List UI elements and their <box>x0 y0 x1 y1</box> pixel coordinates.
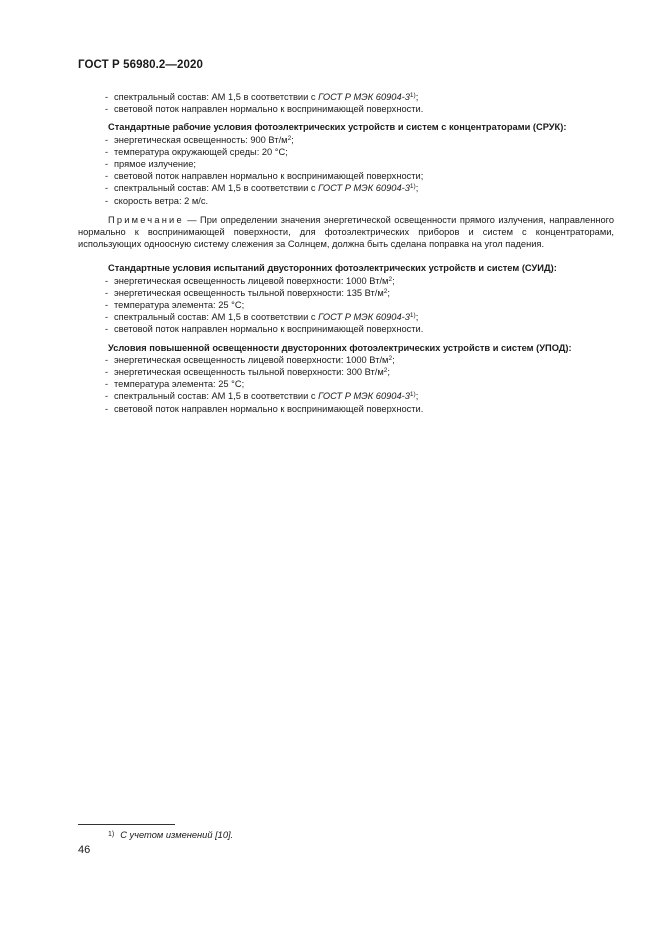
footnote-reference: 1) <box>409 391 416 399</box>
note-label: Примечание <box>108 214 184 225</box>
footnote-reference: 1) <box>409 92 416 99</box>
item-text: энергетическая освещенность: 900 Вт/м <box>114 134 288 145</box>
list-dash: - <box>105 171 109 182</box>
list-dash: - <box>105 367 109 378</box>
list-dash: - <box>105 195 109 206</box>
item-text: световой поток направлен нормально к воспринимающей поверхности. <box>114 104 424 115</box>
item-text: прямое излучение; <box>114 159 196 170</box>
footnote-mark: 1) <box>108 831 115 838</box>
footnote <box>108 829 233 841</box>
footnote-reference: 1) <box>409 312 416 320</box>
standard-reference: ГОСТ Р МЭК 60904-3 <box>318 92 410 102</box>
section-heading-upod: Условия повышенной освещенности двусторонних фотоэлектрических устройств и систем (УПОД): <box>108 342 572 353</box>
item-text-end: ; <box>392 354 395 365</box>
item-text: температура окружающей среды: 20 °С; <box>114 146 288 157</box>
list-dash: - <box>105 275 109 286</box>
item-text-end: ; <box>387 367 390 378</box>
item-text-end: ; <box>415 183 419 194</box>
list-item <box>78 403 614 415</box>
footnote-reference: 1) <box>409 183 416 191</box>
item-text-end: ; <box>392 275 395 286</box>
list-dash: - <box>105 287 109 298</box>
list-dash: - <box>105 92 109 102</box>
list-item <box>78 366 614 378</box>
superscript: 2 <box>388 275 393 283</box>
list-dash: - <box>105 391 109 402</box>
list-dash: - <box>105 146 109 157</box>
item-text-end: ; <box>415 92 419 102</box>
list-item <box>78 182 614 194</box>
item-text: спектральный состав: АМ 1,5 в соответствии с <box>114 312 319 323</box>
note-paragraph <box>78 214 614 251</box>
footnote-divider <box>78 824 175 825</box>
item-text: скорость ветра: 2 м/с. <box>114 195 209 206</box>
list-dash: - <box>105 300 109 311</box>
list-item <box>78 103 614 115</box>
list-dash: - <box>105 104 109 115</box>
section-heading-sruk: Стандартные рабочие условия фотоэлектрических устройств и систем с концентраторами (СРУК): <box>108 122 567 133</box>
item-text-end: ; <box>415 391 419 402</box>
page-content <box>78 91 614 415</box>
list-dash: - <box>105 159 109 170</box>
list-item <box>78 287 614 299</box>
item-text: световой поток направлен нормально к воспринимающей поверхности. <box>114 403 424 414</box>
list-item <box>78 146 614 158</box>
list-item <box>78 195 614 207</box>
item-text: световой поток направлен нормально к воспринимающей поверхности. <box>114 324 424 335</box>
section-heading-suid: Стандартные условия испытаний двусторонних фотоэлектрических устройств и систем (СУИД): <box>108 263 557 274</box>
document-header: ГОСТ Р 56980.2—2020 <box>78 59 203 71</box>
superscript: 2 <box>383 367 388 375</box>
list-item <box>78 91 614 103</box>
list-item <box>78 158 614 170</box>
standard-reference: ГОСТ Р МЭК 60904-3 <box>318 391 410 402</box>
item-text: температура элемента: 25 °С; <box>114 300 245 311</box>
item-text: спектральный состав: АМ 1,5 в соответствии с <box>114 183 319 194</box>
list-dash: - <box>105 324 109 335</box>
list-dash: - <box>105 183 109 194</box>
note-text: — При определении значения энергетической освещенности прямого излучения, направленного нормально к воспринимающей поверхности, для фотоэлектрических приборов и систем с концентраторами, использующих одноосную систему слежения за Солнцем, должна быть сделана поправка на угол падения. <box>78 214 614 250</box>
list-item <box>78 134 614 146</box>
superscript: 2 <box>383 287 388 295</box>
list-item <box>78 170 614 182</box>
list-dash: - <box>105 354 109 365</box>
item-text: энергетическая освещенность лицевой поверхности: 1000 Вт/м <box>114 275 389 286</box>
list-dash: - <box>105 403 109 414</box>
item-text: спектральный состав: АМ 1,5 в соответствии с <box>114 92 319 102</box>
list-item <box>78 390 614 402</box>
list-item <box>78 378 614 390</box>
list-item <box>78 275 614 287</box>
list-dash: - <box>105 134 109 145</box>
superscript: 2 <box>388 354 393 362</box>
item-text-end: ; <box>387 287 390 298</box>
item-text: спектральный состав: АМ 1,5 в соответствии с <box>114 391 319 402</box>
list-item <box>78 299 614 311</box>
list-item <box>78 354 614 366</box>
item-text: световой поток направлен нормально к воспринимающей поверхности; <box>114 171 424 182</box>
item-text: энергетическая освещенность тыльной поверхности: 135 Вт/м <box>114 287 384 298</box>
item-text-end: ; <box>415 312 419 323</box>
item-text: энергетическая освещенность тыльной поверхности: 300 Вт/м <box>114 367 384 378</box>
page-number: 46 <box>78 844 91 856</box>
list-item <box>78 311 614 323</box>
item-text: энергетическая освещенность лицевой поверхности: 1000 Вт/м <box>114 354 389 365</box>
standard-reference: ГОСТ Р МЭК 60904-3 <box>318 312 410 323</box>
footnote-text: С учетом изменений [10]. <box>120 830 234 840</box>
superscript: 2 <box>287 134 292 142</box>
list-dash: - <box>105 312 109 323</box>
standard-reference: ГОСТ Р МЭК 60904-3 <box>318 183 410 194</box>
item-text-end: ; <box>291 134 294 145</box>
item-text: температура элемента: 25 °С; <box>114 379 245 390</box>
list-item <box>78 323 614 335</box>
list-dash: - <box>105 379 109 390</box>
